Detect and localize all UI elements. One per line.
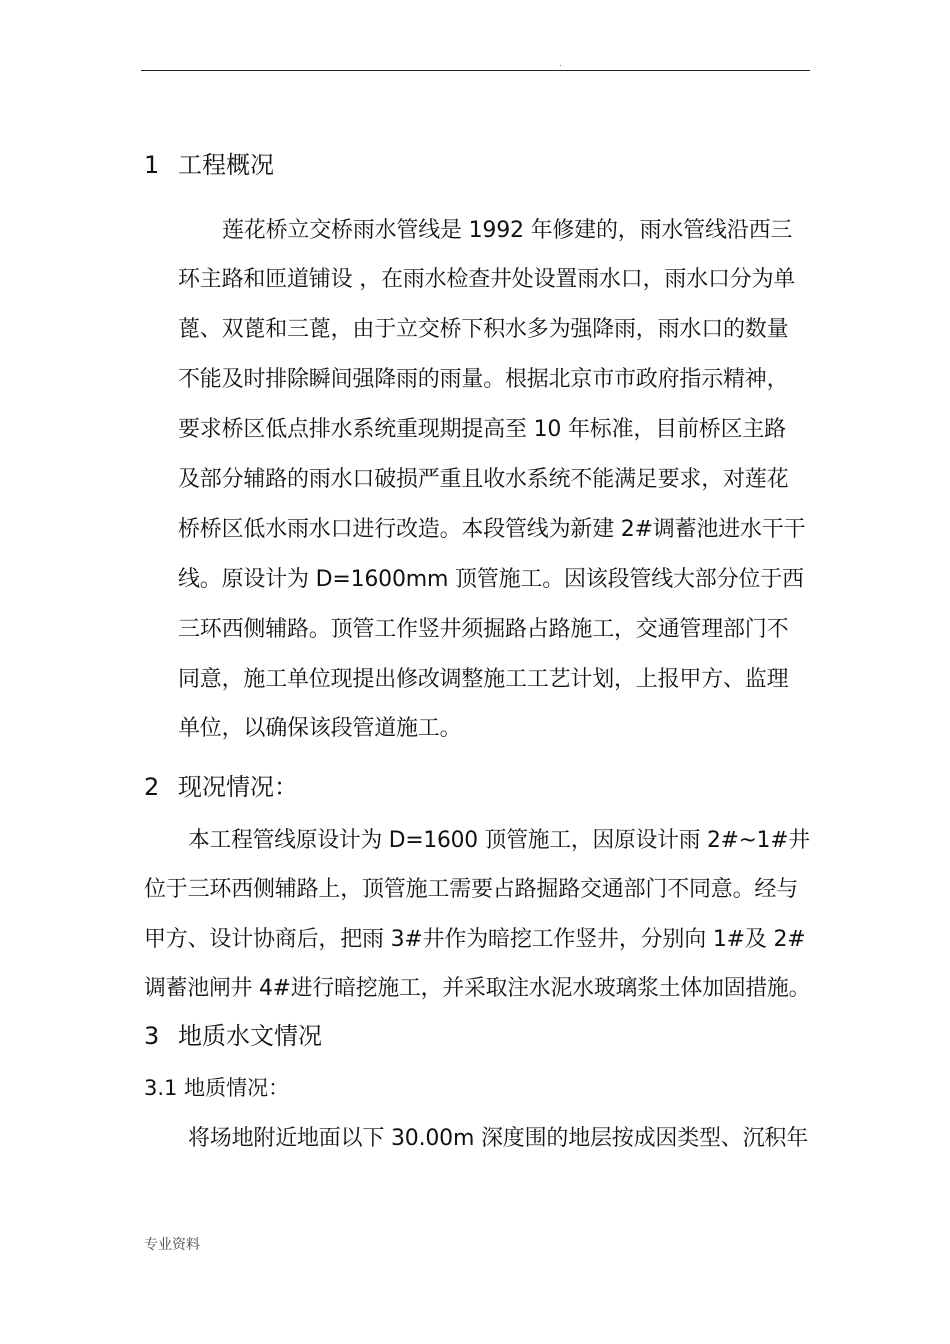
section-3-1-subheading: 3.1 地质情况：	[144, 1076, 290, 1100]
section-1-line-4: 不能及时排除瞬间强降雨的雨量。根据北京市市政府指示精神，	[178, 367, 789, 392]
section-1-line-8: 线。原设计为 D=1600mm 顶管施工。因该段管线大部分位于西	[178, 567, 804, 592]
section-3-heading	[144, 1021, 322, 1051]
section-1-title: 工程概况	[178, 151, 274, 179]
section-1-line-1: 莲花桥立交桥雨水管线是 1992 年修建的，雨水管线沿西三	[222, 218, 793, 243]
header-dot: .	[559, 59, 562, 68]
section-2-line-3: 甲方、设计协商后，把雨 3#井作为暗挖工作竖井，分别向 1#及 2#	[144, 927, 806, 952]
section-1-line-10: 同意，施工单位现提出修改调整施工工艺计划，上报甲方、监理	[178, 667, 789, 692]
section-1-line-11: 单位，以确保该段管道施工。	[178, 716, 462, 741]
section-1-heading	[144, 150, 274, 180]
section-2-heading	[144, 772, 298, 802]
section-1-line-5: 要求桥区低点排水系统重现期提高至 10 年标准，目前桥区主路	[178, 417, 786, 442]
section-3-title: 地质水文情况	[178, 1022, 322, 1050]
section-1-number: 1	[144, 151, 160, 179]
section-1-line-2: 环主路和匝道铺设 ，在雨水检查井处设置雨水口，雨水口分为单	[178, 267, 796, 292]
section-3-number: 3	[144, 1022, 160, 1050]
section-2-line-4: 调蓄池闸井 4#进行暗挖施工，并采取注水泥水玻璃浆土体加固措施。	[144, 976, 811, 1001]
section-1-line-9: 三环西侧辅路。顶管工作竖井须掘路占路施工，交通管理部门不	[178, 617, 789, 642]
section-1-line-7: 桥桥区低水雨水口进行改造。本段管线为新建 2#调蓄池进水干干	[178, 517, 806, 542]
footer-label: 专业资料	[144, 1237, 200, 1253]
section-2-line-2: 位于三环西侧辅路上，顶管施工需要占路掘路交通部门不同意。经与	[144, 877, 799, 902]
section-2-line-1: 本工程管线原设计为 D=1600 顶管施工，因原设计雨 2#~1#井	[188, 828, 810, 853]
section-2-number: 2	[144, 773, 160, 801]
section-2-title: 现况情况：	[178, 773, 298, 801]
section-3-line-1: 将场地附近地面以下 30.00m 深度围的地层按成因类型、沉积年	[188, 1126, 809, 1151]
section-1-line-6: 及部分辅路的雨水口破损严重且收水系统不能满足要求，对莲花	[178, 467, 789, 492]
header-rule	[141, 70, 810, 71]
section-1-line-3: 蓖、双蓖和三蓖，由于立交桥下积水多为强降雨，雨水口的数量	[178, 317, 789, 342]
